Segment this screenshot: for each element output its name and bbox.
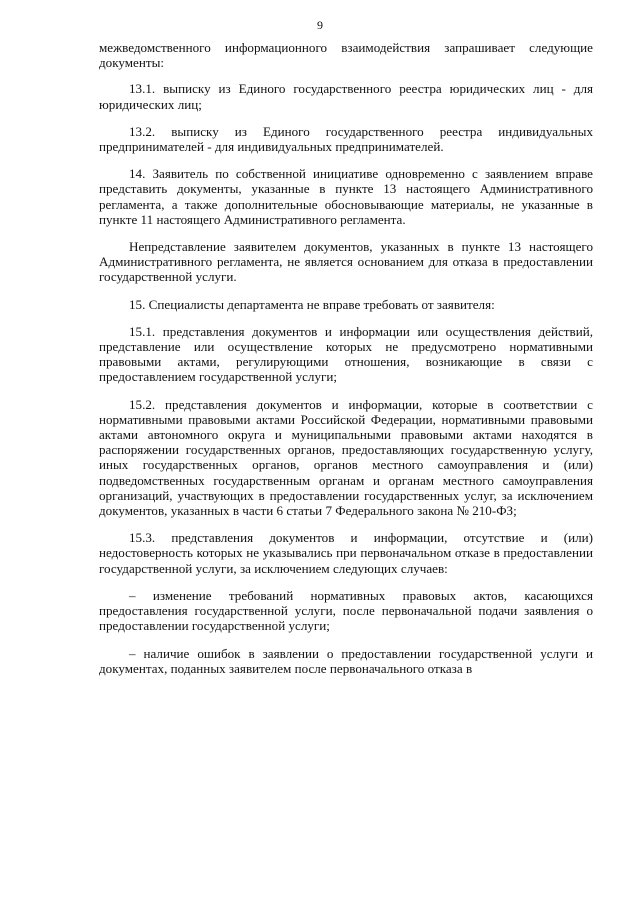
paragraph-13-1: 13.1. выписку из Единого государственного реестра юридических лиц - для юридических лиц; [99,81,593,112]
paragraph-15: 15. Специалисты департамента не вправе требовать от заявителя: [129,296,495,312]
paragraph-14: 14. Заявитель по собственной инициативе одновременно с заявлением вправе представить документы, указанные в пункте 13 настоящего Административного регламента, а также дополнительные обосновывающие материалы, не указанные в пункте 11 настоящего Административного регламента. [99,166,593,227]
paragraph-non-submission: Непредставление заявителем документов, указанных в пункте 13 настоящего Административного регламента, не является основанием для отказа в предоставлении государственной услуги. [99,239,593,285]
paragraph-15-3: 15.3. представления документов и информации, отсутствие и (или) недостоверность которых не указывались при первоначальном отказе в предоставлении государственной услуги, за исключением следующих случаев: [99,530,593,576]
document-body [99,40,593,688]
paragraph-15-1: 15.1. представления документов и информации или осуществления действий, представление или осуществление которых не предусмотрено нормативными правовыми актами, регулирующими отношения, возникающие в связи с предоставлением государственной услуги; [99,323,593,385]
paragraph-13-2: 13.2. выписку из Единого государственного реестра индивидуальных предпринимателей - для индивидуальных предпринимателей. [99,123,593,155]
list-item-requirements-change: – изменение требований нормативных правовых актов, касающихся предоставления государственной услуги, после первоначальной подачи заявления о предоставлении государственной услуги; [99,587,593,634]
paragraph-15-2: 15.2. представления документов и информации, которые в соответствии с нормативными правовыми актами Российской Федерации, нормативными правовыми актами автономного округа и муниципальными правовыми актами находятся в распоряжении государственных органов, предоставляющих государственную услугу, иных государственных органов, органов местного самоуправления и (или) подведомственных государственным органам и органам местного самоуправления организаций, участвующих в предоставлении государственных услуг, за исключением документов, указанных в части 6 статьи 7 Федерального закона № 210-ФЗ; [99,396,593,519]
paragraph-continuation: межведомственного информационного взаимодействия запрашивает следующие документы: [99,40,593,71]
list-item-errors-in-application: – наличие ошибок в заявлении о предоставлении государственной услуги и документах, поданных заявителем после первоначального отказа в [99,645,593,676]
page-number: 9 [317,18,323,32]
